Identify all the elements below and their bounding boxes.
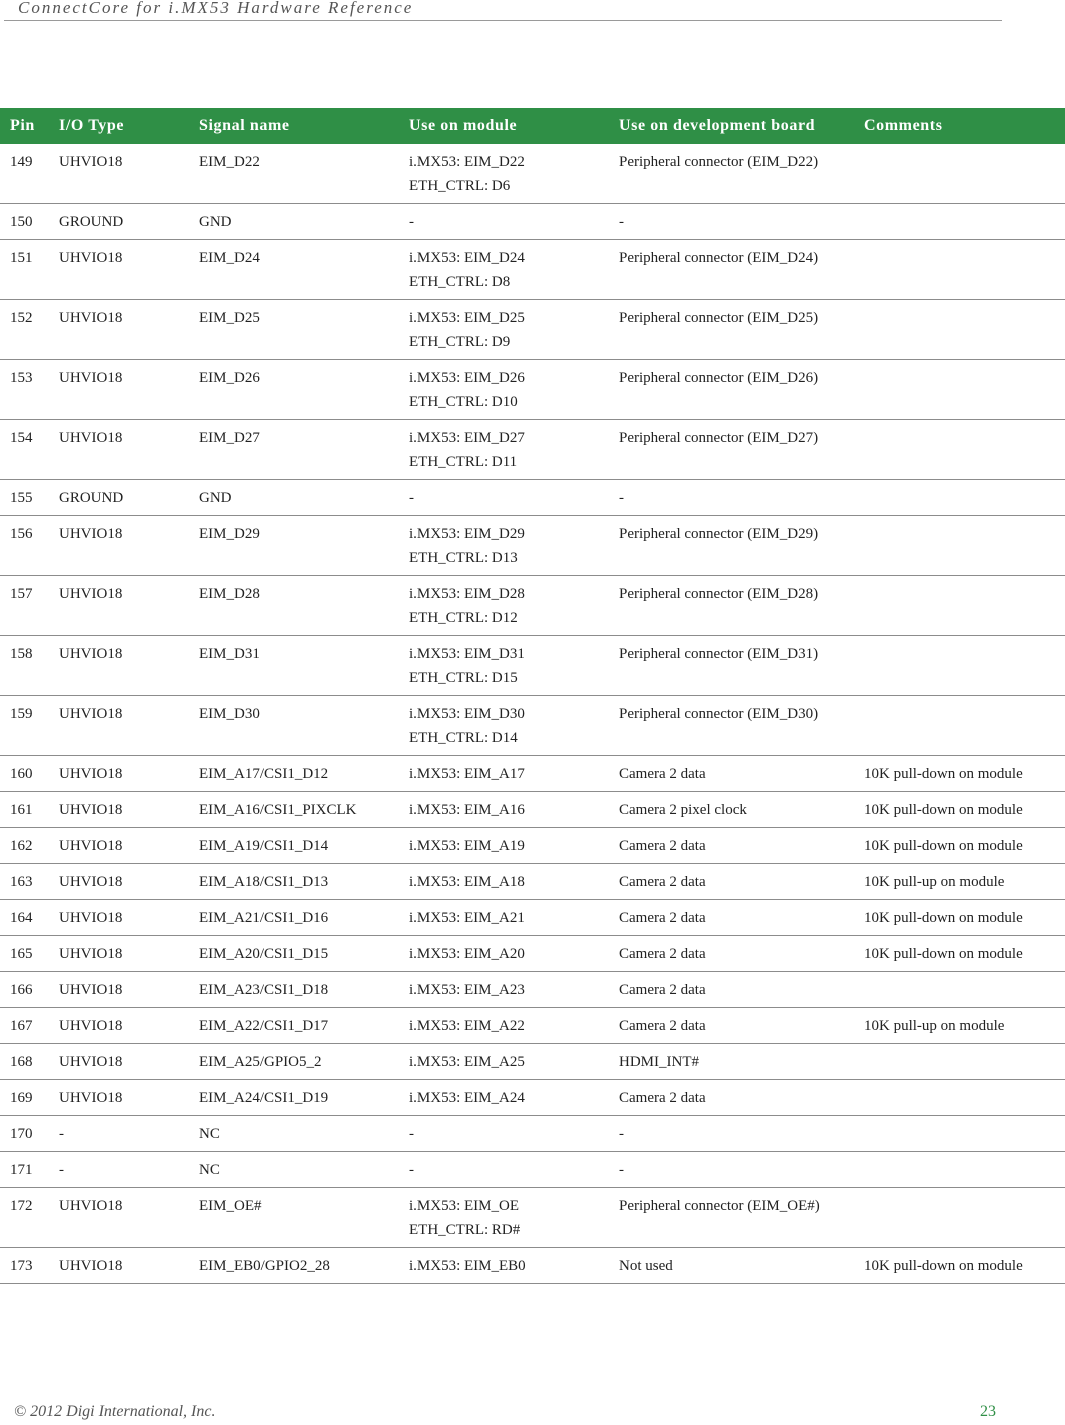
module-use-line: i.MX53: EIM_OE (409, 1198, 519, 1214)
cell-io-type: UHVIO18 (49, 972, 189, 1008)
cell-comments (854, 696, 1065, 756)
module-use-line: ETH_CTRL: D10 (409, 394, 518, 410)
table-row (0, 1248, 1065, 1284)
cell-io-type: UHVIO18 (49, 240, 189, 300)
cell-signal-name: NC (189, 1116, 399, 1152)
cell-use-on-devboard: Peripheral connector (EIM_D22) (609, 144, 854, 204)
cell-pin: 154 (0, 420, 49, 480)
cell-signal-name: EIM_A16/CSI1_PIXCLK (189, 792, 399, 828)
table-body (0, 144, 1065, 1284)
table-row (0, 360, 1065, 420)
cell-signal-name: EIM_A17/CSI1_D12 (189, 756, 399, 792)
cell-use-on-module (399, 204, 609, 240)
module-use-line: ETH_CTRL: D13 (409, 550, 518, 566)
cell-pin: 153 (0, 360, 49, 420)
cell-use-on-devboard: Camera 2 data (609, 936, 854, 972)
module-use-line: i.MX53: EIM_A23 (409, 982, 525, 998)
cell-signal-name: EIM_A21/CSI1_D16 (189, 900, 399, 936)
cell-use-on-module (399, 636, 609, 696)
cell-signal-name: EIM_A24/CSI1_D19 (189, 1080, 399, 1116)
cell-io-type: UHVIO18 (49, 1248, 189, 1284)
cell-use-on-module (399, 1152, 609, 1188)
cell-use-on-module (399, 696, 609, 756)
column-header-io-type: I/O Type (49, 108, 189, 144)
cell-pin: 163 (0, 864, 49, 900)
module-use-line: i.MX53: EIM_D22 (409, 154, 525, 170)
pin-table (0, 108, 1065, 1284)
cell-io-type: GROUND (49, 204, 189, 240)
cell-comments (854, 420, 1065, 480)
cell-use-on-devboard: Camera 2 data (609, 972, 854, 1008)
table-row (0, 576, 1065, 636)
cell-io-type: UHVIO18 (49, 420, 189, 480)
table-row (0, 972, 1065, 1008)
module-use-line: i.MX53: EIM_D29 (409, 526, 525, 542)
column-header-pin: Pin (0, 108, 49, 144)
module-use-line: i.MX53: EIM_A18 (409, 874, 525, 890)
table-row (0, 900, 1065, 936)
cell-pin: 149 (0, 144, 49, 204)
cell-signal-name: EIM_D25 (189, 300, 399, 360)
cell-use-on-devboard: Peripheral connector (EIM_D29) (609, 516, 854, 576)
cell-pin: 164 (0, 900, 49, 936)
cell-io-type: UHVIO18 (49, 636, 189, 696)
cell-use-on-module (399, 576, 609, 636)
module-use-line: ETH_CTRL: D15 (409, 670, 518, 686)
cell-use-on-module (399, 1248, 609, 1284)
cell-use-on-module (399, 1008, 609, 1044)
module-use-line: i.MX53: EIM_D24 (409, 250, 525, 266)
cell-comments (854, 240, 1065, 300)
cell-use-on-module (399, 1044, 609, 1080)
cell-comments (854, 480, 1065, 516)
module-use-line: i.MX53: EIM_D25 (409, 310, 525, 326)
cell-use-on-module (399, 828, 609, 864)
cell-use-on-module (399, 756, 609, 792)
cell-use-on-devboard: Camera 2 data (609, 1008, 854, 1044)
cell-signal-name: NC (189, 1152, 399, 1188)
cell-use-on-devboard: - (609, 1152, 854, 1188)
cell-pin: 166 (0, 972, 49, 1008)
cell-signal-name: EIM_D27 (189, 420, 399, 480)
cell-signal-name: EIM_D28 (189, 576, 399, 636)
cell-comments (854, 636, 1065, 696)
cell-pin: 169 (0, 1080, 49, 1116)
cell-pin: 152 (0, 300, 49, 360)
cell-signal-name: EIM_A20/CSI1_D15 (189, 936, 399, 972)
cell-signal-name: EIM_EB0/GPIO2_28 (189, 1248, 399, 1284)
cell-use-on-devboard: Camera 2 data (609, 1080, 854, 1116)
module-use-line: ETH_CTRL: D14 (409, 730, 518, 746)
table-row (0, 756, 1065, 792)
cell-use-on-module (399, 360, 609, 420)
table-row (0, 1116, 1065, 1152)
table-row (0, 204, 1065, 240)
cell-use-on-module (399, 972, 609, 1008)
cell-comments (854, 1152, 1065, 1188)
cell-use-on-devboard: Not used (609, 1248, 854, 1284)
cell-pin: 170 (0, 1116, 49, 1152)
cell-pin: 157 (0, 576, 49, 636)
table-row (0, 420, 1065, 480)
cell-use-on-devboard: Camera 2 data (609, 864, 854, 900)
cell-use-on-module (399, 792, 609, 828)
table-row (0, 1008, 1065, 1044)
cell-pin: 159 (0, 696, 49, 756)
cell-io-type: UHVIO18 (49, 300, 189, 360)
cell-comments: 10K pull-down on module (854, 792, 1065, 828)
module-use-line: ETH_CTRL: D6 (409, 178, 511, 194)
module-use-line: i.MX53: EIM_A21 (409, 910, 525, 926)
cell-signal-name: EIM_D29 (189, 516, 399, 576)
module-use-line: - (409, 214, 414, 230)
table-row (0, 1188, 1065, 1248)
module-use-line: i.MX53: EIM_EB0 (409, 1258, 526, 1274)
cell-pin: 151 (0, 240, 49, 300)
table-row (0, 792, 1065, 828)
module-use-line: i.MX53: EIM_D26 (409, 370, 525, 386)
cell-signal-name: GND (189, 204, 399, 240)
cell-signal-name: EIM_A25/GPIO5_2 (189, 1044, 399, 1080)
cell-signal-name: EIM_A22/CSI1_D17 (189, 1008, 399, 1044)
cell-pin: 156 (0, 516, 49, 576)
cell-io-type: - (49, 1152, 189, 1188)
module-use-line: ETH_CTRL: RD# (409, 1222, 521, 1238)
cell-comments (854, 1188, 1065, 1248)
cell-use-on-devboard: - (609, 204, 854, 240)
cell-pin: 150 (0, 204, 49, 240)
cell-use-on-module (399, 240, 609, 300)
cell-use-on-devboard: - (609, 1116, 854, 1152)
table-row (0, 696, 1065, 756)
table-row (0, 828, 1065, 864)
cell-io-type: UHVIO18 (49, 864, 189, 900)
cell-signal-name: GND (189, 480, 399, 516)
table-row (0, 1044, 1065, 1080)
cell-pin: 168 (0, 1044, 49, 1080)
cell-pin: 171 (0, 1152, 49, 1188)
cell-comments: 10K pull-down on module (854, 900, 1065, 936)
cell-signal-name: EIM_A19/CSI1_D14 (189, 828, 399, 864)
cell-comments: 10K pull-down on module (854, 1248, 1065, 1284)
cell-use-on-devboard: Peripheral connector (EIM_D30) (609, 696, 854, 756)
cell-io-type: UHVIO18 (49, 936, 189, 972)
cell-pin: 165 (0, 936, 49, 972)
cell-signal-name: EIM_D24 (189, 240, 399, 300)
cell-use-on-devboard: Peripheral connector (EIM_D26) (609, 360, 854, 420)
header-rule (4, 20, 1002, 21)
table-row (0, 516, 1065, 576)
table-row (0, 936, 1065, 972)
cell-comments (854, 516, 1065, 576)
cell-use-on-module (399, 480, 609, 516)
cell-io-type: GROUND (49, 480, 189, 516)
cell-comments (854, 1116, 1065, 1152)
column-header-comments: Comments (854, 108, 1065, 144)
cell-io-type: UHVIO18 (49, 696, 189, 756)
cell-use-on-module (399, 516, 609, 576)
cell-io-type: UHVIO18 (49, 516, 189, 576)
cell-use-on-devboard: Camera 2 data (609, 900, 854, 936)
cell-pin: 155 (0, 480, 49, 516)
cell-comments (854, 360, 1065, 420)
module-use-line: ETH_CTRL: D8 (409, 274, 511, 290)
cell-pin: 160 (0, 756, 49, 792)
cell-comments (854, 972, 1065, 1008)
cell-signal-name: EIM_D22 (189, 144, 399, 204)
cell-comments: 10K pull-down on module (854, 936, 1065, 972)
cell-comments: 10K pull-up on module (854, 864, 1065, 900)
cell-pin: 167 (0, 1008, 49, 1044)
column-header-signal-name: Signal name (189, 108, 399, 144)
running-header: ConnectCore for i.MX53 Hardware Reference (18, 0, 414, 17)
cell-io-type: UHVIO18 (49, 756, 189, 792)
module-use-line: ETH_CTRL: D11 (409, 454, 518, 470)
cell-use-on-module (399, 1080, 609, 1116)
cell-use-on-devboard: Camera 2 data (609, 756, 854, 792)
cell-pin: 172 (0, 1188, 49, 1248)
module-use-line: i.MX53: EIM_D27 (409, 430, 525, 446)
cell-signal-name: EIM_A18/CSI1_D13 (189, 864, 399, 900)
module-use-line: - (409, 490, 414, 506)
footer-copyright: © 2012 Digi International, Inc. (14, 1403, 216, 1420)
cell-comments (854, 576, 1065, 636)
cell-comments (854, 1080, 1065, 1116)
cell-comments: 10K pull-down on module (854, 756, 1065, 792)
cell-use-on-module (399, 144, 609, 204)
module-use-line: - (409, 1126, 414, 1142)
cell-comments: 10K pull-down on module (854, 828, 1065, 864)
table-row (0, 240, 1065, 300)
cell-use-on-devboard: - (609, 480, 854, 516)
cell-io-type: UHVIO18 (49, 1044, 189, 1080)
module-use-line: i.MX53: EIM_A20 (409, 946, 525, 962)
cell-use-on-devboard: Camera 2 pixel clock (609, 792, 854, 828)
cell-signal-name: EIM_D31 (189, 636, 399, 696)
table-row (0, 1152, 1065, 1188)
cell-signal-name: EIM_OE# (189, 1188, 399, 1248)
cell-io-type: UHVIO18 (49, 1008, 189, 1044)
cell-use-on-devboard: Peripheral connector (EIM_D31) (609, 636, 854, 696)
cell-use-on-devboard: Peripheral connector (EIM_D28) (609, 576, 854, 636)
cell-pin: 162 (0, 828, 49, 864)
cell-comments: 10K pull-up on module (854, 1008, 1065, 1044)
cell-signal-name: EIM_A23/CSI1_D18 (189, 972, 399, 1008)
module-use-line: ETH_CTRL: D12 (409, 610, 518, 626)
cell-pin: 173 (0, 1248, 49, 1284)
cell-io-type: UHVIO18 (49, 828, 189, 864)
module-use-line: i.MX53: EIM_A22 (409, 1018, 525, 1034)
cell-io-type: UHVIO18 (49, 576, 189, 636)
cell-io-type: - (49, 1116, 189, 1152)
table-row (0, 480, 1065, 516)
cell-use-on-module (399, 1188, 609, 1248)
cell-use-on-devboard: Peripheral connector (EIM_OE#) (609, 1188, 854, 1248)
module-use-line: i.MX53: EIM_D31 (409, 646, 525, 662)
table-header-row (0, 108, 1065, 144)
cell-io-type: UHVIO18 (49, 792, 189, 828)
table-row (0, 636, 1065, 696)
cell-use-on-module (399, 864, 609, 900)
module-use-line: ETH_CTRL: D9 (409, 334, 511, 350)
cell-use-on-devboard: Peripheral connector (EIM_D27) (609, 420, 854, 480)
cell-io-type: UHVIO18 (49, 144, 189, 204)
module-use-line: - (409, 1162, 414, 1178)
cell-io-type: UHVIO18 (49, 900, 189, 936)
cell-pin: 158 (0, 636, 49, 696)
cell-comments (854, 300, 1065, 360)
cell-use-on-module (399, 936, 609, 972)
table-row (0, 144, 1065, 204)
table-row (0, 864, 1065, 900)
module-use-line: i.MX53: EIM_A19 (409, 838, 525, 854)
cell-use-on-devboard: HDMI_INT# (609, 1044, 854, 1080)
cell-comments (854, 144, 1065, 204)
cell-comments (854, 1044, 1065, 1080)
column-header-use-on-devboard: Use on development board (609, 108, 854, 144)
cell-io-type: UHVIO18 (49, 360, 189, 420)
module-use-line: i.MX53: EIM_A17 (409, 766, 525, 782)
module-use-line: i.MX53: EIM_A25 (409, 1054, 525, 1070)
cell-signal-name: EIM_D30 (189, 696, 399, 756)
module-use-line: i.MX53: EIM_A24 (409, 1090, 525, 1106)
cell-io-type: UHVIO18 (49, 1080, 189, 1116)
module-use-line: i.MX53: EIM_A16 (409, 802, 525, 818)
table-row (0, 1080, 1065, 1116)
cell-use-on-devboard: Camera 2 data (609, 828, 854, 864)
cell-io-type: UHVIO18 (49, 1188, 189, 1248)
table-row (0, 300, 1065, 360)
cell-use-on-module (399, 900, 609, 936)
cell-pin: 161 (0, 792, 49, 828)
column-header-use-on-module: Use on module (399, 108, 609, 144)
cell-use-on-module (399, 1116, 609, 1152)
cell-comments (854, 204, 1065, 240)
page-number: 23 (980, 1403, 996, 1420)
cell-use-on-module (399, 420, 609, 480)
cell-use-on-devboard: Peripheral connector (EIM_D25) (609, 300, 854, 360)
cell-use-on-module (399, 300, 609, 360)
cell-use-on-devboard: Peripheral connector (EIM_D24) (609, 240, 854, 300)
cell-signal-name: EIM_D26 (189, 360, 399, 420)
module-use-line: i.MX53: EIM_D28 (409, 586, 525, 602)
module-use-line: i.MX53: EIM_D30 (409, 706, 525, 722)
